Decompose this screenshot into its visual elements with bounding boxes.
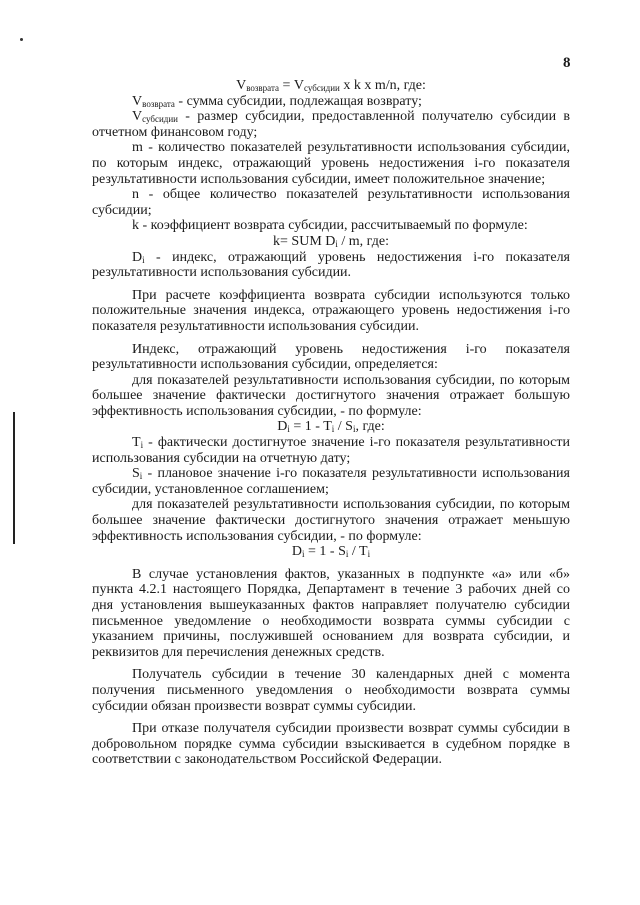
formula-di-lesser: $D_i = 1 - S_i / T_i$ [291, 544, 371, 560]
definition-n: n - общее количество показателей результативности использования субсидии; [92, 187, 570, 218]
paragraph-facts-established: В случае установления фактов, указанных в подпункте «а» или «б» пункта 4.2.1 настоящего Порядка, Департамент в течение 3 рабочих дней со дня установления вышеуказанных фактов направляет получателю субсидии письменное уведомление о необходимости возврата суммы субсидии с указанием причины, послужившей основанием для возврата субсидии, и реквизитов для перечисления денежных средств. [92, 566, 570, 660]
definition-ti: $T_i$ - фактически достигнутое значение i-го показателя результативности использования субсидии на отчетную дату; [92, 435, 570, 466]
formula-return-amount: $V_{возврата} = V_{субсидии}$ x k x m/n, где: [236, 78, 426, 93]
paragraph-positive-values: При расчете коэффициента возврата субсидии используются только положительные значения индекса, отражающего уровень недостижения i-го показателя результативности использования субсидии. [92, 287, 570, 334]
paragraph-refusal-recovery: При отказе получателя субсидии произвести возврат суммы субсидии в добровольном порядке сумма субсидии взыскивается в судебном порядке в соответствии с законодательством Российской Федерации. [92, 721, 570, 768]
definition-si: $S_i$ - плановое значение i-го показателя результативности использования субсидии, установленное соглашением; [92, 466, 570, 497]
paragraph-recipient-obligation: Получатель субсидии в течение 30 календарных дней с момента получения письменного уведомления о необходимости возврата суммы субсидии обязан произвести возврат суммы субсидии. [92, 667, 570, 714]
definition-m: m - количество показателей результативности использования субсидии, по которым индекс, отражающий уровень недостижения i-го показателя результативности использования субсидии, имеет положительное значение; [92, 140, 570, 187]
paragraph-greater-efficiency: для показателей результативности использования субсидии, по которым большее значение фактически достигнутого значения отражает большую эффективность использования субсидии, - по формуле: [92, 372, 570, 419]
document-body [92, 78, 570, 768]
formula-k: k= SUM $D_i$ / m, где: [273, 233, 389, 249]
formula-di-greater: $D_i = 1 - T_i / S_i$, где: [277, 419, 385, 435]
definition-v-subsidy: $V_{субсидии}$ - размер субсидии, предоставленной получателю субсидии в отчетном финансовом году; [92, 109, 570, 140]
margin-scan-line [13, 412, 15, 544]
definition-v-return: $V_{возврата}$ - сумма субсидии, подлежащая возврату; [132, 93, 422, 109]
definition-k: k - коэффициент возврата субсидии, рассчитываемый по формуле: [132, 218, 528, 234]
paragraph-index-definition: Индекс, отражающий уровень недостижения i-го показателя результативности использования субсидии, определяется: [92, 341, 570, 373]
definition-di: $D_i$ - индекс, отражающий уровень недостижения i-го показателя результативности использования субсидии. [92, 249, 570, 281]
scan-artifact-dot [20, 38, 23, 41]
page-number: 8 [563, 55, 571, 71]
paragraph-lesser-efficiency: для показателей результативности использования субсидии, по которым большее значение фактически достигнутого значения отражает меньшую эффективность использования субсидии, - по формуле: [92, 497, 570, 544]
